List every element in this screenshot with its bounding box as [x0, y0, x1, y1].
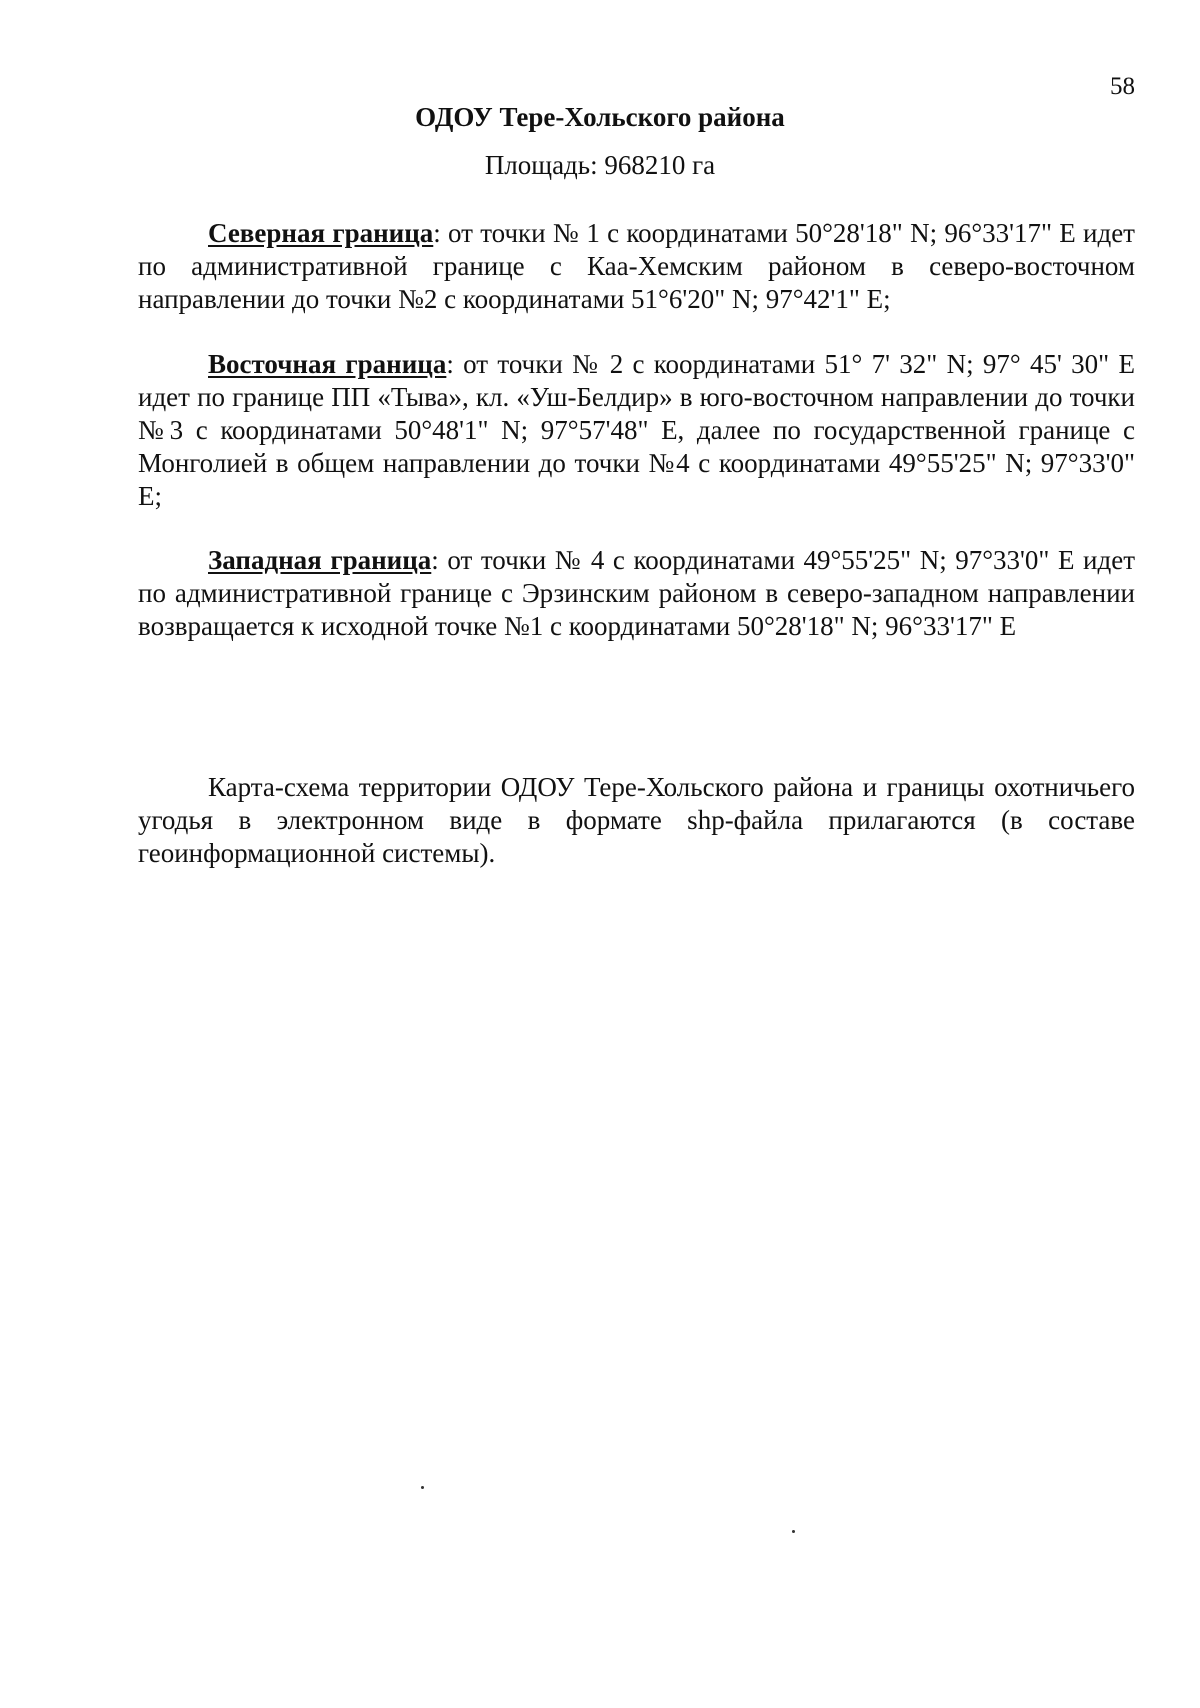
east-boundary-text: : от точки № 2 с координатами 51° 7' 32" N; 97° 45' 30" E идет по границе ПП «Тыва», кл. «Уш-Белдир» в юго-восточном направлении до точки №3 с координатами 50°48'1" N; 97°57'48" E, далее по государственной границе с Монголией в общем направлении до точки №4 с координатами 49°55'25" N; 97°33'0" E;: [138, 349, 1135, 511]
document-title: ОДОУ Тере-Хольского района: [415, 102, 785, 132]
east-boundary-heading: Восточная граница: [208, 349, 447, 379]
west-boundary-heading: Западная граница: [208, 545, 432, 575]
north-boundary-paragraph: [138, 217, 1135, 316]
north-boundary-heading: Северная граница: [208, 218, 434, 248]
west-boundary-text: : от точки № 4 с координатами 49°55'25" N; 97°33'0" E идет по административной границе с Эрзинским районом в северо-западном направлении возвращается к исходной точке №1 с координатами 50°28'18" N; 96°33'17" E: [138, 545, 1135, 641]
scan-speck: [421, 1486, 424, 1489]
scan-speck: [792, 1530, 795, 1533]
area-line: Площадь: 968210 га: [484, 150, 716, 180]
east-boundary-paragraph: [138, 348, 1135, 513]
west-boundary-paragraph: [138, 544, 1135, 643]
page-number: 58: [1110, 73, 1135, 100]
north-boundary-text: : от точки № 1 с координатами 50°28'18" N; 96°33'17" E идет по административной границе с Каа-Хемским районом в северо-восточном направлении до точки №2 с координатами 51°6'20" N; 97°42'1" E;: [138, 218, 1135, 314]
map-note-paragraph: Карта-схема территории ОДОУ Тере-Хольского района и границы охотничьего угодья в электронном виде в формате shp-файла прилагаются (в составе геоинформационной системы).: [138, 772, 1135, 868]
